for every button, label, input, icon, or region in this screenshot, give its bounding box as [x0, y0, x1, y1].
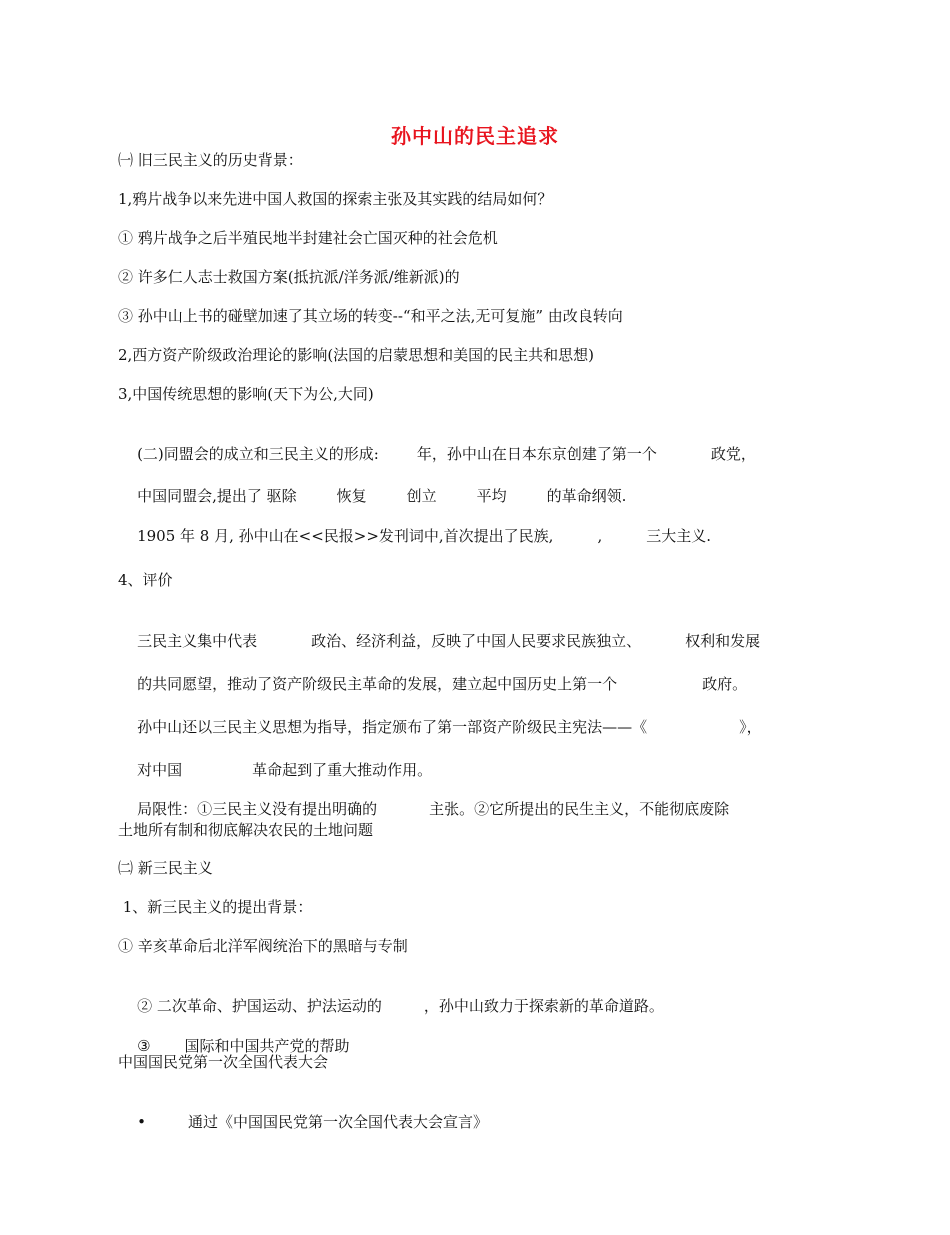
- text-line: 3,中国传统思想的影响(天下为公,大同): [118, 385, 374, 403]
- text-span: 国际和中国共产党的帮助: [184, 1037, 350, 1055]
- text-line: 中国国民党第一次全国代表大会: [118, 1053, 329, 1071]
- text-span: ,: [597, 527, 603, 545]
- list-item: ② 许多仁人志士救国方案(抵抗派/洋务派/维新派)的: [118, 268, 460, 286]
- bullet-icon: •: [137, 1113, 146, 1131]
- text-span: 通过《中国国民党第一次全国代表大会宣言》: [187, 1113, 488, 1131]
- text-span: ，孙中山致力于探索新的革命道路。: [423, 997, 664, 1015]
- text-span: 》，: [739, 718, 762, 736]
- text-span: ② 二次革命、护国运动、护法运动的: [137, 997, 382, 1015]
- text-span: 中国同盟会,提出了 驱除: [137, 487, 297, 505]
- bullet-item: [118, 1089, 488, 1155]
- section-heading-evaluation: 4、评价: [118, 571, 173, 589]
- text-span: 三民主义集中代表: [137, 632, 258, 650]
- text-line: 1、新三民主义的提出背景：: [118, 898, 313, 916]
- question-line: 1,鸦片战争以来先进中国人救国的探索主张及其实践的结局如何？: [118, 190, 553, 208]
- text-span: 政府。: [702, 675, 748, 693]
- text-span: ③: [137, 1037, 151, 1055]
- section-heading-old-principles: ㈠ 旧三民主义的历史背景：: [118, 151, 303, 169]
- list-item: ③ 孙中山上书的碰壁加速了其立场的转变--“和平之法,无可复施” 由改良转向: [118, 307, 623, 325]
- text-span: 1905 年 8 月, 孙中山在<<民报>>发刊词中,首次提出了民族,: [137, 527, 554, 545]
- text-span: 权利和发展: [685, 632, 761, 650]
- text-span: 的共同愿望，推动了资产阶级民主革命的发展，建立起中国历史上第一个: [137, 675, 618, 693]
- text-span: 三大主义.: [646, 527, 712, 545]
- text-span: 孙中山还以三民主义思想为指导，指定颁布了第一部资产阶级民主宪法——《: [137, 718, 648, 736]
- text-span: 政党，: [710, 445, 756, 463]
- list-item: ① 鸦片战争之后半殖民地半封建社会亡国灭种的社会危机: [118, 229, 498, 247]
- text-line: 土地所有制和彻底解决农民的土地问题: [118, 821, 374, 839]
- text-span: 政治、经济利益，反映了中国人民要求民族独立、: [311, 632, 642, 650]
- text-span: 年，孙中山在日本东京创建了第一个: [416, 445, 657, 463]
- list-item: ① 辛亥革命后北洋军阀统治下的黑暗与专制: [118, 937, 408, 955]
- page-title: 孙中山的民主追求: [391, 124, 559, 148]
- section-heading-new-principles: ㈡ 新三民主义: [118, 859, 213, 877]
- text-span: 平均: [476, 487, 507, 505]
- text-line: 2,西方资产阶级政治理论的影响(法国的启蒙思想和美国的民主共和思想): [118, 346, 595, 364]
- text-span: 对中国: [137, 761, 183, 779]
- text-line: [118, 503, 711, 569]
- text-span: 局限性：①三民主义没有提出明确的: [137, 800, 378, 818]
- text-span: 革命起到了重大推动作用。: [252, 761, 433, 779]
- text-span: (二)同盟会的成立和三民主义的形成:: [137, 445, 379, 463]
- text-span: 的革命纲领.: [546, 487, 627, 505]
- text-span: 主张。②它所提出的民生主义，不能彻底废除: [429, 800, 730, 818]
- text-span: 恢复: [336, 487, 367, 505]
- text-span: 创立: [406, 487, 437, 505]
